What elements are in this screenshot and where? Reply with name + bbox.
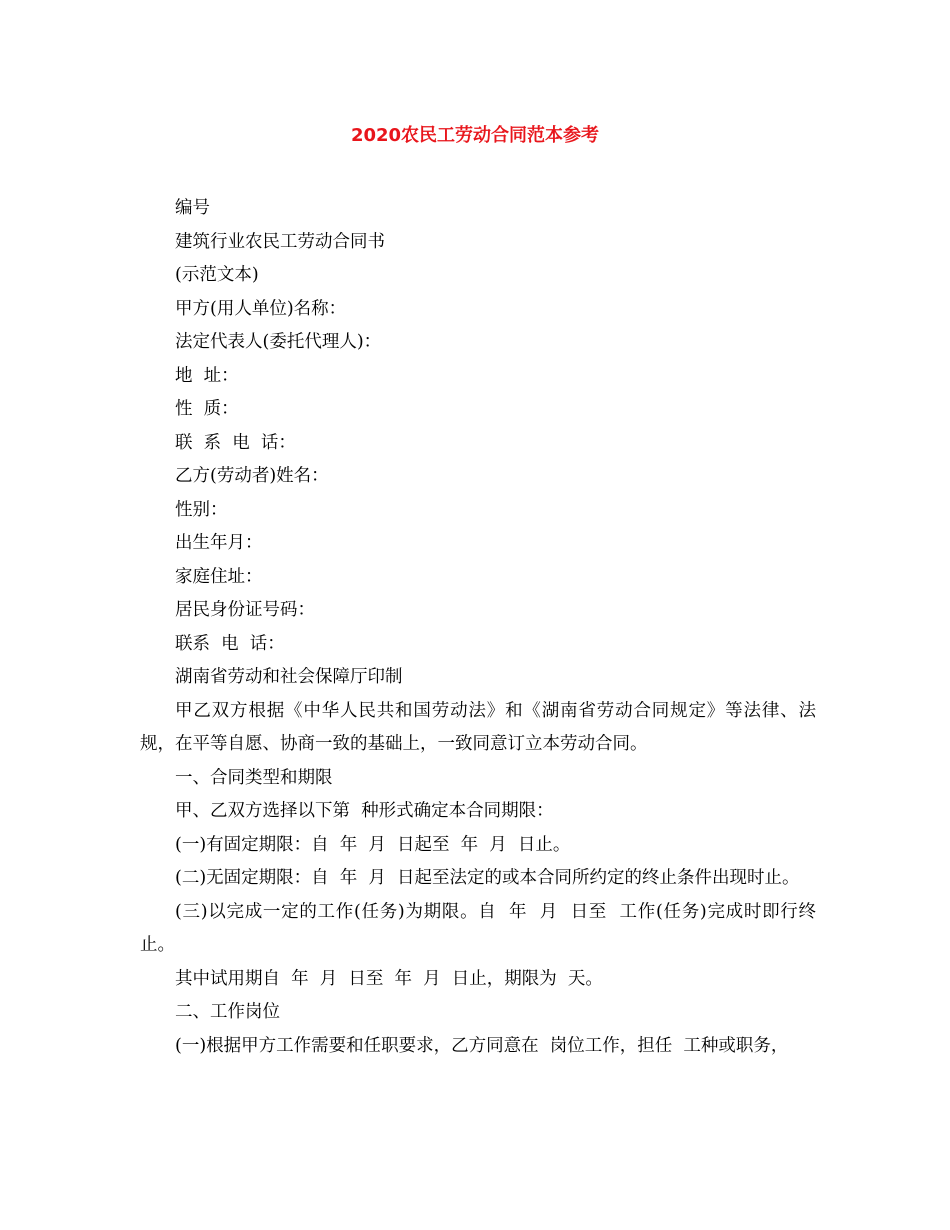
paragraph-party-b-name: 乙方(劳动者)姓名：	[175, 466, 329, 486]
document-body	[140, 192, 816, 1063]
paragraph-party-a-name: 甲方(用人单位)名称：	[175, 298, 347, 319]
paragraph-printer: 湖南省劳动和社会保障厅印制	[175, 667, 403, 687]
paragraph-job-assignment: (一)根据甲方工作需要和任职要求，乙方同意在 岗位工作，担任 工种或职务，	[175, 1035, 789, 1056]
document-title: 2020农民工劳动合同范本参考	[350, 125, 600, 146]
section-heading-contract-type: 一、合同类型和期限	[175, 767, 333, 788]
paragraph-open-term: (二)无固定期限：自 年 月 日起至法定的或本合同所约定的终止条件出现时止。	[175, 868, 800, 888]
paragraph-number: 编号	[175, 198, 210, 218]
paragraph-probation: 其中试用期自 年 月 日至 年 月 日止，期限为 天。	[175, 968, 603, 989]
paragraph-gender: 性别：	[175, 499, 228, 520]
paragraph-party-a-phone: 联 系 电 话：	[175, 432, 296, 453]
paragraph-term-choice: 甲、乙双方选择以下第 种形式确定本合同期限：	[175, 801, 554, 821]
paragraph-contract-name: 建筑行业农民工劳动合同书	[175, 231, 385, 252]
paragraph-address: 地 址：	[175, 365, 239, 386]
paragraph-home-address: 家庭住址：	[175, 566, 263, 587]
paragraph-nature: 性 质：	[175, 399, 239, 419]
paragraph-party-b-phone: 联系 电 话：	[175, 633, 285, 654]
paragraph-preamble: 甲乙双方根据《中华人民共和国劳动法》和《湖南省劳动合同规定》等法律、法规，在平等自愿、协商一致的基础上，一致同意订立本劳动合同。	[140, 700, 816, 754]
paragraph-template-note: (示范文本)	[175, 265, 259, 285]
section-heading-job-position: 二、工作岗位	[175, 1002, 280, 1022]
paragraph-fixed-term: (一)有固定期限：自 年 月 日起至 年 月 日止。	[175, 834, 571, 855]
paragraph-id-number: 居民身份证号码：	[175, 600, 315, 620]
paragraph-legal-representative: 法定代表人(委托代理人)：	[175, 332, 382, 352]
paragraph-task-term: (三)以完成一定的工作(任务)为期限。自 年 月 日至 工作(任务)完成时即行终止。	[140, 901, 816, 955]
paragraph-birth-date: 出生年月：	[175, 533, 263, 553]
